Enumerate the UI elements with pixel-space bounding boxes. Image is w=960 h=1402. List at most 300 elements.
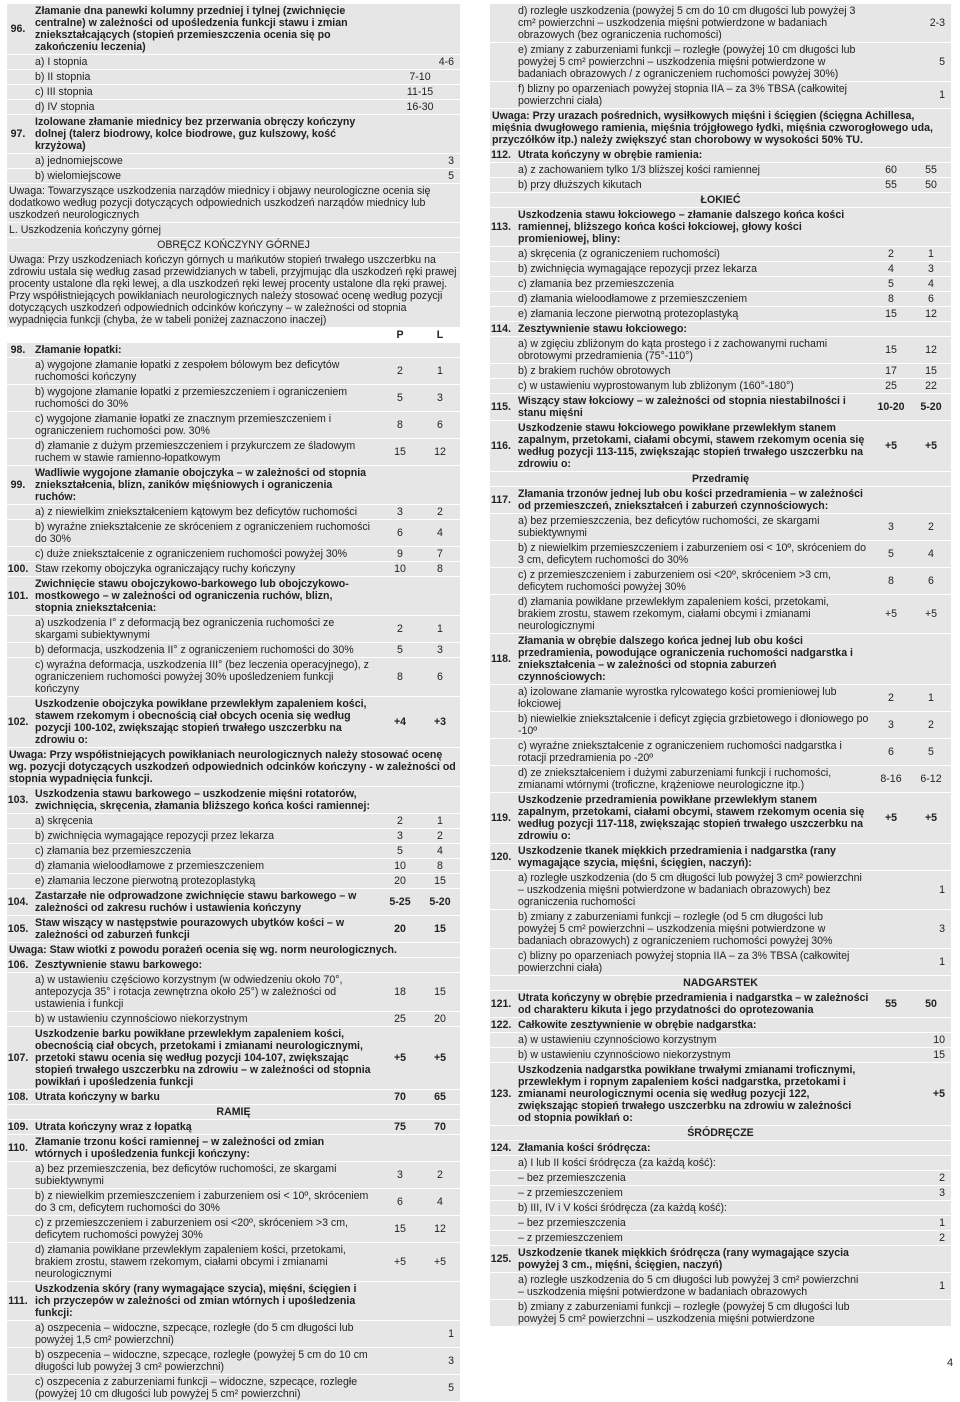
item-text: Uwaga: Towarzyszące uszkodzenia narządów miednicy i objawy neurologiczne ocenia się dodatkowo według pozycji dotyczących odpowiednich uszkodzeń narządów miednicy lub uszkodzeń neurologicznych xyxy=(9,185,431,221)
item-text: Przedramię xyxy=(691,473,750,485)
value-l: 6-12 xyxy=(920,773,942,785)
value-single: 3 xyxy=(939,1187,945,1199)
item-number: 101. xyxy=(7,590,29,602)
value-single: 5 xyxy=(448,170,454,182)
item-text: a) rozległe uszkodzenia do 5 cm długości lub powyżej 3 cm² powierzchni – uszkodzenia mięśni potwierdzone w badaniach obrazowych xyxy=(518,1274,859,1298)
item-number xyxy=(7,169,29,183)
item-heading-row xyxy=(7,1120,460,1135)
item-text: Uszkodzenie tkanek miękkich śródręcza (rany wymagające szycia powyżej 3 cm., mięśni, ścięgien, naczyń) xyxy=(518,1247,849,1271)
item-number: 98. xyxy=(10,344,26,356)
value-single: 15 xyxy=(933,1049,945,1061)
item-text: d) złamania powikłane przewlekłym zapaleniem kości, przetokami, brakiem zrostu, stawem rzekomym, ciałami obcymi i zmianami neurologicznymi xyxy=(35,1244,346,1280)
item-heading-row xyxy=(7,1135,460,1162)
item-text: a) w ustawieniu częściowo korzystnym (w odwiedzeniu około 70°, antepozycja 35° i rotacja zewnętrzna około 25°) w zależności od ustawienia i funkcji xyxy=(35,974,343,1010)
table-row xyxy=(7,616,460,643)
value-p: 2 xyxy=(397,365,403,377)
value-p: 25 xyxy=(885,380,897,392)
item-text: c) z przemieszczeniem i zaburzeniem osi <20º, skróceniem >3 cm, deficytem ruchomości powyżej 30% xyxy=(518,569,831,593)
table-row xyxy=(490,1033,951,1048)
value-single: 3 xyxy=(448,155,454,167)
item-number xyxy=(7,547,29,561)
page-number: 4 xyxy=(947,1357,954,1369)
table-row xyxy=(7,100,460,115)
table-row xyxy=(490,1048,951,1063)
item-text: b) zwichnięcia wymagające repozycji przez lekarza xyxy=(518,263,758,275)
table-row xyxy=(7,169,460,184)
item-number: 96. xyxy=(10,23,26,35)
item-text: b) deformacja, uszkodzenia II° z ograniczeniem ruchomości do 30% xyxy=(35,644,354,656)
item-text: b) wyraźne zniekształcenie ze skróceniem z ograniczeniem ruchomości do 30% xyxy=(35,521,371,545)
table-row xyxy=(490,379,951,394)
value-single: 1 xyxy=(939,1217,945,1229)
value-l: 12 xyxy=(434,446,446,458)
item-number: 125. xyxy=(490,1253,512,1265)
value-l: +5 xyxy=(433,1052,447,1064)
table-row xyxy=(7,1189,460,1216)
item-number xyxy=(490,595,512,633)
value-p: 10 xyxy=(394,563,406,575)
item-number xyxy=(490,541,512,567)
value-single: 1 xyxy=(448,1328,454,1340)
table-row xyxy=(7,70,460,85)
value-single xyxy=(374,958,460,972)
item-number xyxy=(490,277,512,291)
item-text: Złamania w obrębie dalszego końca jednej lub obu kości przedramienia, powodujące ograniczenia ruchomości nadgarstka i zniekształcenia – w zależności od stopnia zaburzeń czynnościowych: xyxy=(518,635,853,683)
item-number: 116. xyxy=(490,440,512,452)
value-l: 4 xyxy=(928,548,934,560)
value-p: +5 xyxy=(884,812,898,824)
item-number: 99. xyxy=(10,479,26,491)
item-number xyxy=(7,505,29,519)
value-single xyxy=(865,1300,951,1326)
item-number xyxy=(7,1012,29,1026)
item-number xyxy=(7,844,29,858)
value-p: +5 xyxy=(884,440,898,452)
value-p: 3 xyxy=(888,719,894,731)
value-single: 1 xyxy=(939,1280,945,1292)
item-number xyxy=(490,1273,512,1299)
item-number xyxy=(490,379,512,393)
item-number xyxy=(490,739,512,765)
value-l: 15 xyxy=(434,986,446,998)
item-text: b) z brakiem ruchów obrotowych xyxy=(518,365,671,377)
item-text: Uwaga: Staw wiotki z powodu porażeń ocenia się wg. norm neurologicznych. xyxy=(9,944,397,956)
value-l: 15 xyxy=(434,875,446,887)
value-single: 5 xyxy=(448,1382,454,1394)
table-row xyxy=(490,262,951,277)
value-l: 12 xyxy=(925,308,937,320)
item-text: c) III stopnia xyxy=(35,86,93,98)
table-row xyxy=(490,1171,951,1186)
item-number xyxy=(490,949,512,975)
item-number xyxy=(490,247,512,261)
value-single: 2 xyxy=(939,1172,945,1184)
item-number xyxy=(490,1231,512,1245)
item-heading-row xyxy=(490,322,951,337)
item-number xyxy=(490,871,512,909)
item-text: Utrata kończyny w obrębie ramienia: xyxy=(518,149,703,161)
item-number: 114. xyxy=(490,323,512,335)
table-row xyxy=(7,439,460,466)
item-number xyxy=(490,910,512,948)
table-row xyxy=(7,859,460,874)
value-p: 15 xyxy=(885,344,897,356)
table-row xyxy=(490,247,951,262)
item-text: – z przemieszczeniem xyxy=(518,1232,623,1244)
item-number xyxy=(490,337,512,363)
value-p: 8 xyxy=(888,575,894,587)
item-heading-row xyxy=(7,1027,460,1090)
item-number xyxy=(490,364,512,378)
value-l: 15 xyxy=(925,365,937,377)
item-text: a) bez przemieszczenia, bez deficytów ruchomości, ze skargami subiektywnymi xyxy=(518,515,820,539)
table-row xyxy=(7,643,460,658)
value-single: 7-10 xyxy=(409,71,431,83)
table-row xyxy=(490,685,951,712)
note-row xyxy=(7,943,460,958)
item-number xyxy=(490,685,512,711)
item-number xyxy=(490,712,512,738)
value-single xyxy=(374,343,460,357)
item-number xyxy=(7,874,29,888)
value-l: 5-20 xyxy=(429,896,451,908)
value-p: 2 xyxy=(397,815,403,827)
item-text xyxy=(29,328,380,342)
item-text: Uszkodzenia nadgarstka powikłane trwałymi zmianami troficznymi, przewlekłym i ropnym zapaleniem kości nadgarstka, przetokami i zmianami neurologicznymi ocenia się według pozycji 122, zwiększając stopień trwałego uszczerbku na zdrowiu w zależności od stopnia powikłań o: xyxy=(518,1064,856,1124)
item-text: a) rozległe uszkodzenia (do 5 cm długości lub powyżej 3 cm² powierzchni – uszkodzenia mięśni potwierdzone w badaniach obrazowych) bez ograniczenia ruchomości xyxy=(518,872,862,908)
value-l: 4 xyxy=(437,845,443,857)
value-single xyxy=(865,1018,951,1032)
note-row xyxy=(7,238,460,253)
item-heading-row xyxy=(7,697,460,748)
value-l: 6 xyxy=(928,575,934,587)
value-l: 3 xyxy=(437,644,443,656)
value-single xyxy=(374,466,460,504)
table-row xyxy=(7,1162,460,1189)
table-row xyxy=(7,1216,460,1243)
item-text: Uwaga: Przy uszkodzeniach kończyn górnych u mańkutów stopień trwałego uszczerbku na zdrowiu ustala się według zasad przewidzianych w tabeli, przyjmując dla uszkodzeń ręki prawej procenty ustalone dla ręki lewej, a dla uszkodzeń ręki lewej procenty ustalone dla ręki prawej. Przy współistniejących powikłaniach neurologicznych należy stosować ocenę według pozycji dotyczących uszkodzeń odpowiednich odcinków kończyny – w zależności od stopnia wypadnięcia funkcji (chyba, że w tabeli poniżej zaznaczono inaczej) xyxy=(9,254,457,326)
item-number xyxy=(490,163,512,177)
table-row xyxy=(7,1243,460,1282)
table-row xyxy=(490,364,951,379)
value-single xyxy=(865,1141,951,1155)
item-text: Izolowane złamanie miednicy bez przerwania obręczy kończyny dolnej (talerz biodrowy, kolce biodrowe, guz kulszowy, kość krzyżowa) xyxy=(35,116,356,152)
value-l: 5-20 xyxy=(920,401,942,413)
item-number: 118. xyxy=(490,653,512,665)
value-p: 5 xyxy=(397,845,403,857)
value-l: 8 xyxy=(437,563,443,575)
item-number xyxy=(7,520,29,546)
value-p: +4 xyxy=(393,716,407,728)
item-text: e) złamania leczone pierwotną protezoplastyką xyxy=(518,308,739,320)
note-row xyxy=(490,109,951,148)
item-number xyxy=(7,412,29,438)
table-row xyxy=(7,973,460,1012)
table-row xyxy=(490,1186,951,1201)
item-heading-row xyxy=(490,148,951,163)
value-single: 1 xyxy=(939,956,945,968)
value-l: 12 xyxy=(925,344,937,356)
item-number: 108. xyxy=(7,1091,29,1103)
item-text: Złamania trzonów jednej lub obu kości przedramienia – w zależności od przemieszczeń, zniekształceń i zaburzeń czynnościowych: xyxy=(518,488,863,512)
item-text: b) w ustawieniu czynnościowo niekorzystnym xyxy=(35,1013,248,1025)
value-p: 3 xyxy=(397,506,403,518)
value-l: 1 xyxy=(437,623,443,635)
item-text: c) blizny po oparzeniach powyżej stopnia IIA – za 3% TBSA (całkowitej powierzchni ciała) xyxy=(518,950,850,974)
value-l: +5 xyxy=(924,608,938,620)
item-text: b) z niewielkim przemieszczeniem i zaburzeniem osi < 10º, skróceniem do 3 cm, deficytem ruchomości do 30% xyxy=(35,1190,369,1214)
item-heading-row xyxy=(7,1090,460,1105)
note-row xyxy=(7,748,460,787)
value-p: 5-25 xyxy=(389,896,411,908)
item-text: Uszkodzenia stawu barkowego – uszkodzenie mięśni rotatorów, zwichnięcia, skręcenia, złamania bliższego końca kości ramiennej: xyxy=(35,788,371,812)
value-l: 6 xyxy=(437,419,443,431)
item-number xyxy=(490,1033,512,1047)
value-l: 4 xyxy=(437,527,443,539)
value-p: 55 xyxy=(885,998,897,1010)
item-text: b) przy dłuższych kikutach xyxy=(518,179,642,191)
table-row xyxy=(7,1375,460,1402)
item-number: 121. xyxy=(490,998,512,1010)
table-row xyxy=(490,739,951,766)
value-l: 65 xyxy=(434,1091,446,1103)
value-single xyxy=(865,1246,951,1272)
item-text: – z przemieszczeniem xyxy=(518,1187,623,1199)
value-l: 20 xyxy=(434,1013,446,1025)
item-text: Uwaga: Przy współistniejących powikłaniach neurologicznych należy stosować ocenę wg. pozycji dotyczących uszkodzeń odpowiednich odcinków kończyny - w zależności od stopnia wypadnięcia funkcji. xyxy=(9,749,456,785)
value-p: 3 xyxy=(397,830,403,842)
value-l: 8 xyxy=(437,860,443,872)
item-text: Uszkodzenie przedramienia powikłane przewlekłym stanem zapalnym, przetokami, ciałami obcymi, stawem rzekomym ocenia się według pozycji 117-118, zwiększając stopień trwałego uszczerbku na zdrowiu o: xyxy=(518,794,865,842)
value-p: 5 xyxy=(397,392,403,404)
value-p: 17 xyxy=(885,365,897,377)
item-number: 100. xyxy=(7,563,29,575)
value-single: 11-15 xyxy=(406,86,434,98)
table-row xyxy=(7,520,460,547)
value-single: 16-30 xyxy=(406,101,434,113)
item-number xyxy=(490,1186,512,1200)
table-row xyxy=(490,4,951,43)
item-number xyxy=(490,4,512,42)
value-p: 3 xyxy=(888,521,894,533)
item-text: Uwaga: Przy urazach pośrednich, wysiłkowych mięśni i ścięgien (ścięgna Achillesa, mięśnia dwugłowego ramienia, mięśnia trójgłowego łydki, mięśnia czworogłowego uda, przyczółków itp.) należy zwiększyć stan chorobowy w wysokości 50% TU. xyxy=(492,110,933,146)
item-text: b) wygojone złamanie łopatki z przemieszczeniem i ograniczeniem ruchomości do 30% xyxy=(35,386,348,410)
item-heading-row xyxy=(7,958,460,973)
item-number: 106. xyxy=(7,959,29,971)
item-heading-row xyxy=(7,115,460,154)
item-text: Złamania kości śródręcza: xyxy=(518,1142,651,1154)
table-row xyxy=(7,814,460,829)
item-text: c) złamania bez przemieszczenia xyxy=(35,845,192,857)
value-single xyxy=(865,634,951,684)
value-p: 6 xyxy=(397,527,403,539)
item-text: Złamanie łopatki: xyxy=(35,344,122,356)
item-text: b) w ustawieniu czynnościowo niekorzystnym xyxy=(518,1049,731,1061)
value-p: 10-20 xyxy=(877,401,905,413)
table-row xyxy=(490,712,951,739)
item-number: 117. xyxy=(490,494,512,506)
value-single xyxy=(374,787,460,813)
item-number: 107. xyxy=(7,1052,29,1064)
value-l: 7 xyxy=(437,548,443,560)
table-row xyxy=(490,178,951,193)
item-text: b) niewielkie zniekształcenie i deficyt zgięcia grzbietowego i dłoniowego po -10º xyxy=(518,713,869,737)
value-single: 4-6 xyxy=(438,56,454,68)
item-number xyxy=(7,859,29,873)
table-row xyxy=(7,1012,460,1027)
item-number xyxy=(7,55,29,69)
table-row xyxy=(490,514,951,541)
table-row xyxy=(490,1273,951,1300)
item-heading-row xyxy=(490,793,951,844)
value-l: +3 xyxy=(433,716,447,728)
table-row xyxy=(490,871,951,910)
value-p: 8 xyxy=(397,419,403,431)
value-p: 2 xyxy=(888,692,894,704)
item-text: OBRĘCZ KOŃCZYNY GÓRNEJ xyxy=(157,239,310,251)
table-row xyxy=(7,412,460,439)
note-row xyxy=(490,472,951,487)
value-p: 55 xyxy=(885,179,897,191)
value-single: 2 xyxy=(939,1232,945,1244)
value-p: 18 xyxy=(394,986,406,998)
value-l: 3 xyxy=(437,392,443,404)
value-l: +5 xyxy=(924,440,938,452)
value-single xyxy=(374,1282,460,1320)
value-l: 2 xyxy=(928,719,934,731)
value-single xyxy=(374,577,460,615)
value-p: 5 xyxy=(397,644,403,656)
item-number: 111. xyxy=(8,1295,28,1307)
item-text: b) II stopnia xyxy=(35,71,91,83)
item-text: ŁOKIEĆ xyxy=(700,194,741,206)
item-number: 115. xyxy=(490,401,512,413)
item-text: Złamanie trzonu kości ramiennej – w zależności od zmian wtórnych i upośledzenia funkcji kończyny: xyxy=(35,1136,325,1160)
item-text: d) złamania wieloodłamowe z przemieszczeniem xyxy=(35,860,265,872)
item-number xyxy=(7,328,29,342)
value-p: 8-16 xyxy=(880,773,902,785)
value-l: 2 xyxy=(437,506,443,518)
value-l: 2 xyxy=(437,830,443,842)
item-number xyxy=(7,616,29,642)
value-single xyxy=(374,1135,460,1161)
item-number: 109. xyxy=(7,1121,29,1133)
value-single xyxy=(865,844,951,870)
item-number: 105. xyxy=(7,923,29,935)
table-row xyxy=(490,1231,951,1246)
table-row xyxy=(490,277,951,292)
item-text: a) wygojone złamanie łopatki z zespołem bólowym bez deficytów ruchomości kończyny xyxy=(35,359,340,383)
item-text: NADGARSTEK xyxy=(683,977,758,989)
table-row xyxy=(490,1300,951,1327)
item-number: 110. xyxy=(7,1142,29,1154)
value-p: 3 xyxy=(397,1169,403,1181)
value-l: L xyxy=(436,329,444,341)
item-text: c) oszpecenia z zaburzeniami funkcji – widoczne, szpecące, rozległe (powyżej 10 cm długości lub powyżej 5 cm² powierzchni) xyxy=(35,1376,358,1400)
item-text: Całkowite zesztywnienie w obrębie nadgarstka: xyxy=(518,1019,757,1031)
value-p: 20 xyxy=(394,923,406,935)
item-text: Uszkodzenie barku powikłane przewlekłym zapaleniem kości, obecnością ciał obcych, przetokami i zmianami neurologicznymi, przetoki stawu ocenia się według pozycji 104-107, zwiększając stopień trwałego uszczerbku na zdrowiu – w zależności od stopnia powikłań i upośledzenia funkcji xyxy=(35,1028,371,1088)
table-row xyxy=(7,385,460,412)
value-l: +5 xyxy=(924,812,938,824)
item-number xyxy=(490,1216,512,1230)
value-p: +5 xyxy=(393,1256,407,1268)
table-row xyxy=(490,568,951,595)
value-p: 5 xyxy=(888,548,894,560)
item-text: d) złamania wieloodłamowe z przemieszczeniem xyxy=(518,293,748,305)
table-row xyxy=(490,163,951,178)
item-heading-row xyxy=(490,394,951,421)
item-text: Uszkodzenie tkanek miękkich przedramienia i nadgarstka (rany wymagające szycia, mięśni, ścięgien, naczyń): xyxy=(518,845,836,869)
item-number xyxy=(7,70,29,84)
item-number xyxy=(7,85,29,99)
value-single: 10 xyxy=(933,1034,945,1046)
item-number xyxy=(7,973,29,1011)
left-column xyxy=(7,4,460,1402)
value-p: +5 xyxy=(393,1052,407,1064)
value-p: 5 xyxy=(888,278,894,290)
item-heading-row xyxy=(490,1063,951,1126)
value-single: 2-3 xyxy=(929,17,945,29)
item-text: ŚRÓDRĘCZE xyxy=(687,1127,754,1139)
item-text: a) uszkodzenia I° z deformacją bez ograniczenia ruchomości ze skargami subiektywnymi xyxy=(35,617,335,641)
item-text: a) w zgięciu zbliżonym do kąta prostego i z zachowanymi ruchami obrotowymi przedramienia (75°-110°) xyxy=(518,338,828,362)
item-text: e) złamania leczone pierwotną protezoplastyką xyxy=(35,875,256,887)
item-text: Zesztywnienie stawu łokciowego: xyxy=(518,323,687,335)
item-number xyxy=(7,814,29,828)
item-text: a) izolowane złamanie wyrostka rylcowatego kości promieniowej lub łokciowej xyxy=(518,686,837,710)
item-number: 122. xyxy=(490,1019,512,1031)
table-row xyxy=(490,43,951,82)
item-heading-row xyxy=(7,889,460,916)
value-p: P xyxy=(396,329,404,341)
item-text: b) zmiany z zaburzeniami funkcji – rozległe (powyżej 5 cm długości lub powyżej 5 cm² powierzchni – uszkodzenia mięśni potwierdzone xyxy=(518,1301,850,1325)
item-number: 103. xyxy=(7,794,29,806)
item-heading-row xyxy=(490,1246,951,1273)
table-row xyxy=(7,55,460,70)
value-single xyxy=(865,148,951,162)
value-l: 50 xyxy=(925,179,937,191)
value-p: 70 xyxy=(394,1091,406,1103)
note-row xyxy=(490,193,951,208)
item-text: c) wyraźna deformacja, uszkodzenia III° (bez leczenia operacyjnego), z ograniczeniem ruchomości powyżej 30% upośledzeniem funkcji kończyny xyxy=(35,659,369,695)
item-text: d) rozległe uszkodzenia (powyżej 5 cm do 10 cm długości lub powyżej 3 cm² powierzchni – uszkodzenia mięśni potwierdzone w badaniach obrazowych (bez ograniczenia ruchomości) xyxy=(518,5,856,41)
note-row xyxy=(7,1105,460,1120)
table-row xyxy=(490,1216,951,1231)
item-number xyxy=(7,1216,29,1242)
item-number: 113. xyxy=(490,221,512,233)
item-number: 123. xyxy=(490,1088,512,1100)
item-heading-row xyxy=(490,844,951,871)
value-p: +5 xyxy=(884,608,898,620)
item-number xyxy=(7,439,29,465)
table-row xyxy=(490,541,951,568)
item-text: Utrata kończyny w barku xyxy=(35,1091,160,1103)
value-l: 2 xyxy=(437,1169,443,1181)
item-text: – bez przemieszczenia xyxy=(518,1217,626,1229)
item-number xyxy=(490,43,512,81)
item-number: 119. xyxy=(490,812,512,824)
item-number xyxy=(7,643,29,657)
value-p: 6 xyxy=(888,746,894,758)
value-single: 3 xyxy=(448,1355,454,1367)
item-text: a) oszpecenia – widoczne, szpecące, rozległe (do 5 cm długości lub powyżej 1,5 cm² powierzchni) xyxy=(35,1322,354,1346)
item-number xyxy=(7,154,29,168)
item-number xyxy=(490,514,512,540)
table-row xyxy=(7,154,460,169)
item-number xyxy=(7,358,29,384)
item-text: a) z niewielkim zniekształceniem kątowym bez deficytów ruchomości xyxy=(35,506,358,518)
